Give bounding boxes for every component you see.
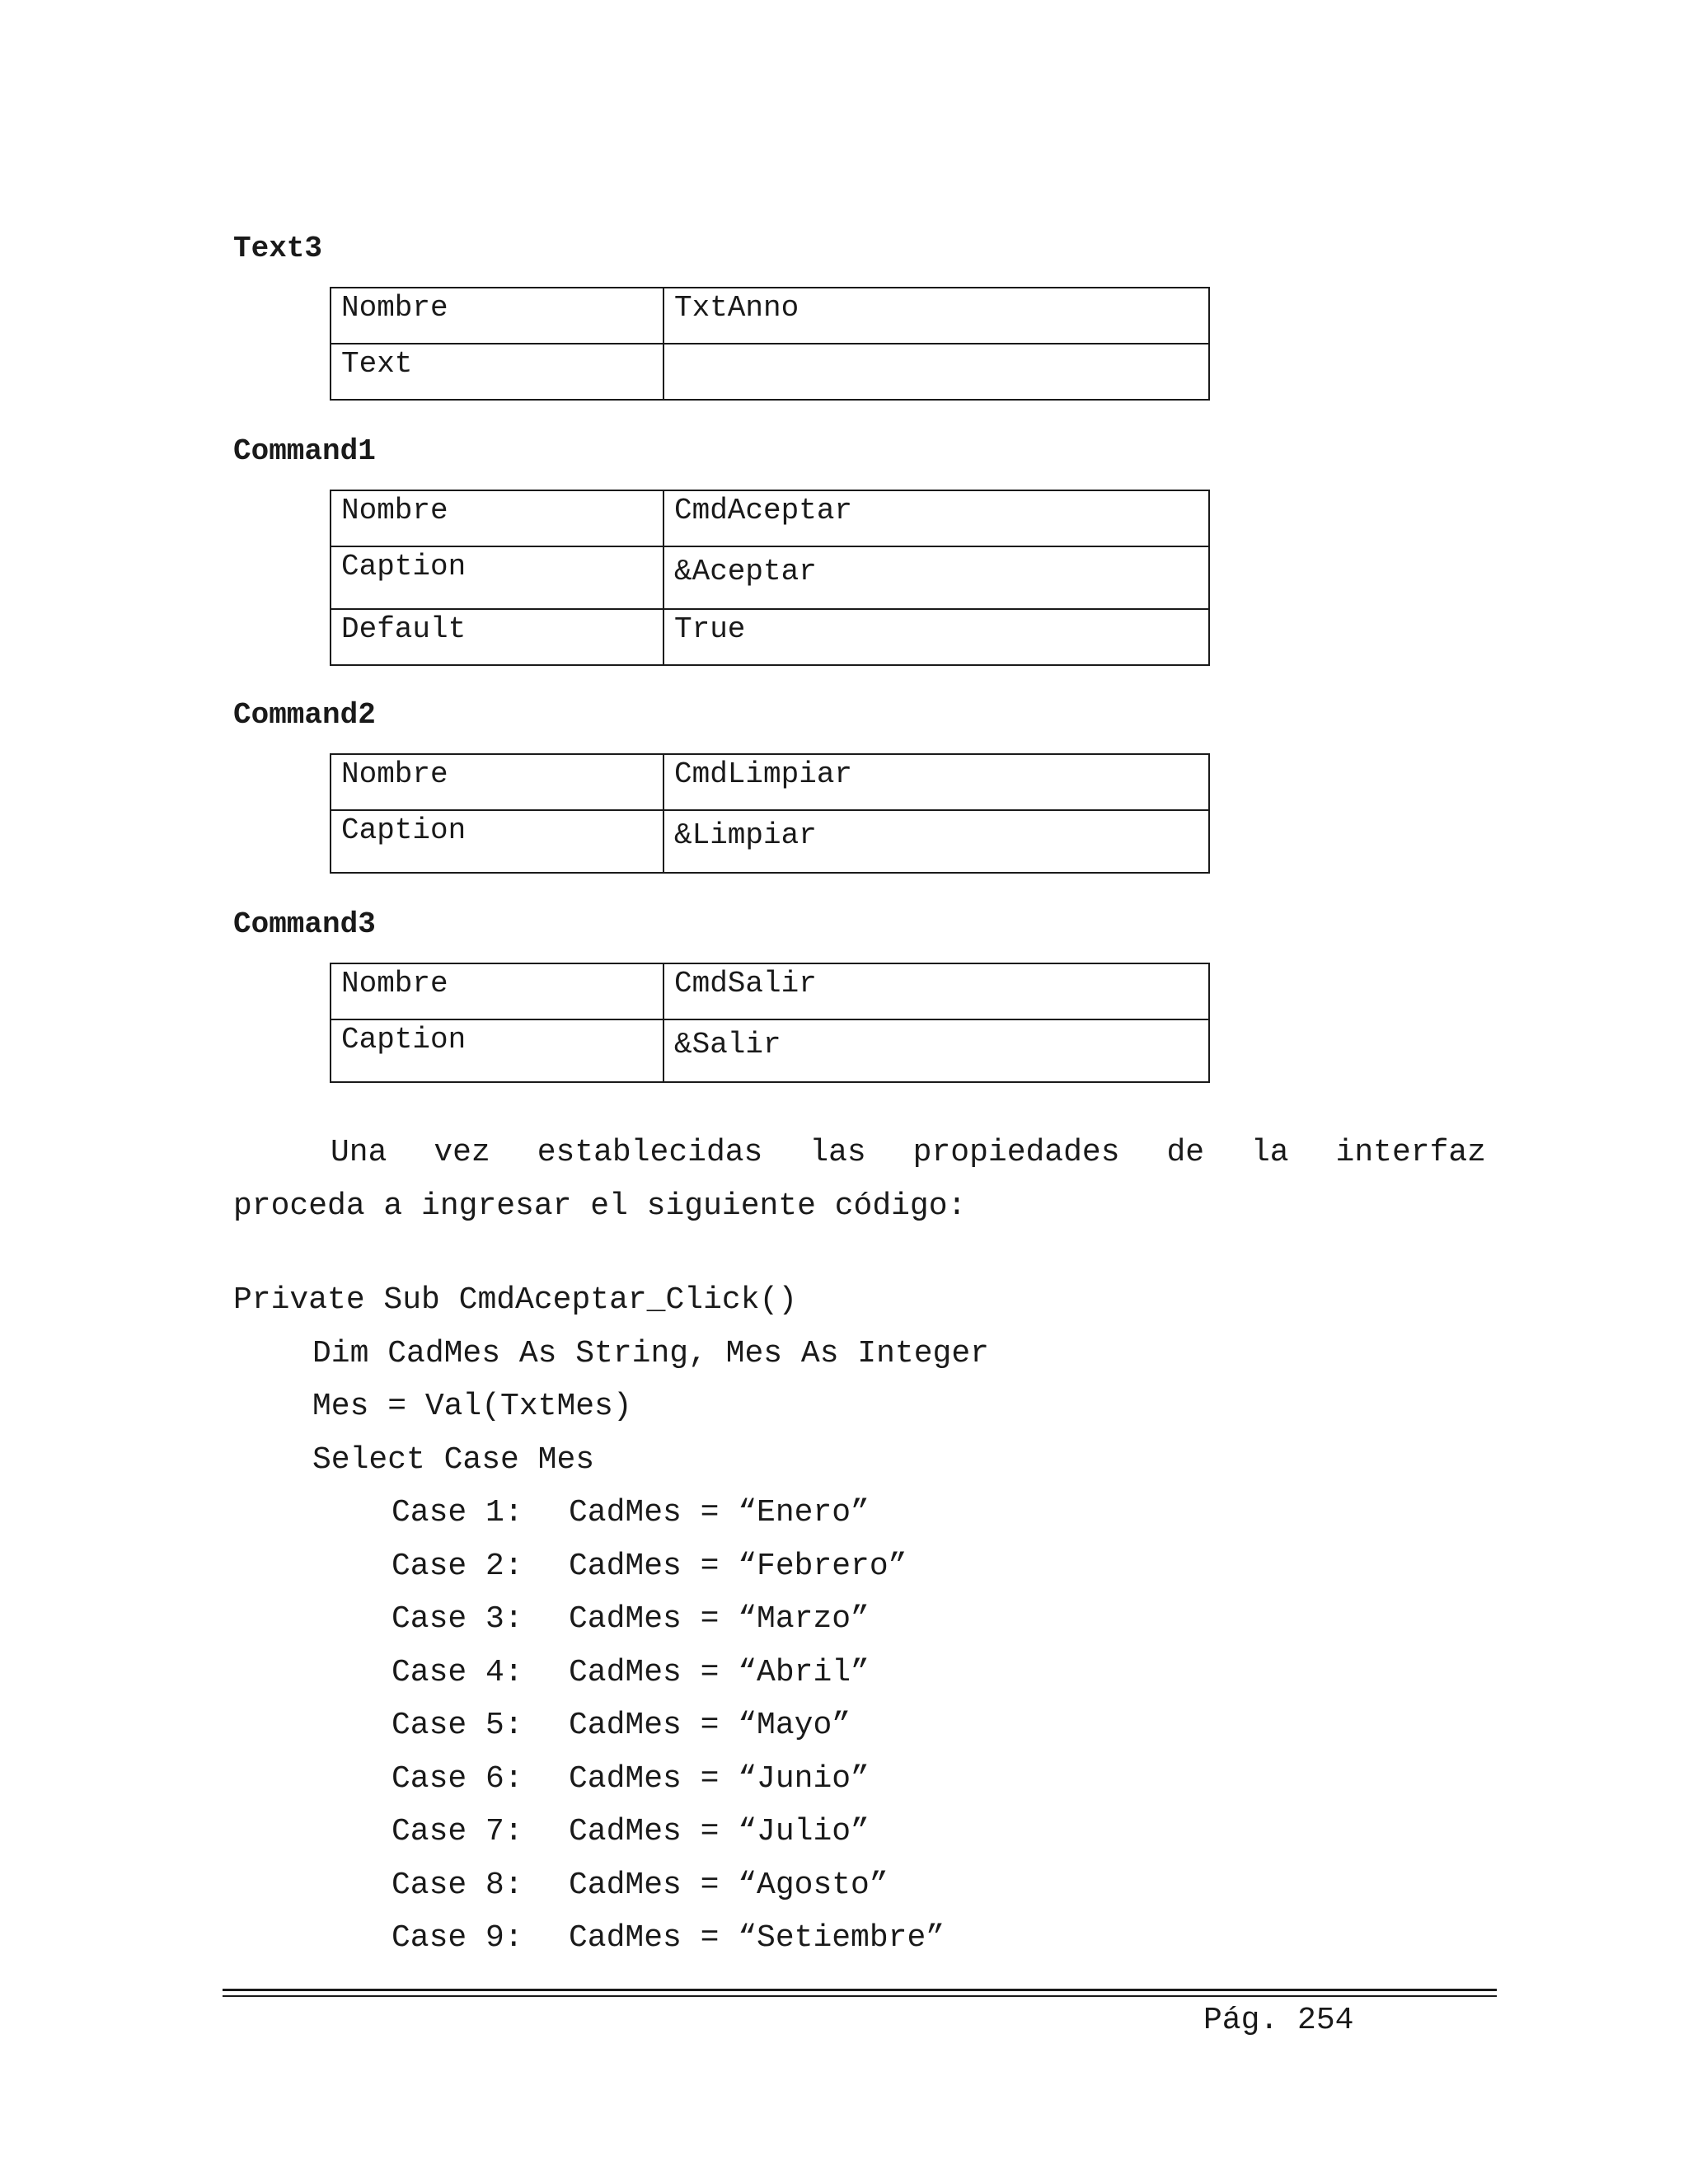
code-line-case	[233, 1593, 989, 1647]
word: vez	[434, 1135, 490, 1170]
property-value: CmdLimpiar	[663, 754, 1209, 810]
table-row	[331, 609, 1209, 665]
table-row	[331, 490, 1209, 546]
section-title-command3: Command3	[233, 907, 376, 941]
footer-divider	[223, 1995, 1497, 1997]
code-line-case	[233, 1540, 989, 1594]
property-value: TxtAnno	[663, 288, 1209, 344]
table-row	[331, 344, 1209, 400]
property-name: Caption	[331, 1019, 663, 1082]
property-name: Nombre	[331, 963, 663, 1019]
body-paragraph	[233, 1126, 1486, 1233]
property-value: &Aceptar	[663, 546, 1209, 609]
case-label: Case 2:	[392, 1548, 523, 1584]
property-value	[663, 344, 1209, 400]
word: Una	[331, 1135, 387, 1170]
word: interfaz	[1335, 1135, 1486, 1170]
code-line-case	[233, 1806, 989, 1859]
property-name: Nombre	[331, 754, 663, 810]
table-row	[331, 1019, 1209, 1082]
code-line-case	[233, 1859, 989, 1913]
properties-table-command2	[330, 753, 1210, 874]
case-statement: CadMes = “Agosto”	[569, 1867, 889, 1903]
properties-table-command3	[330, 963, 1210, 1083]
code-line-case	[233, 1912, 989, 1966]
code-line-select: Select Case Mes	[312, 1441, 595, 1478]
case-statement: CadMes = “Mayo”	[569, 1708, 851, 1743]
code-line-case	[233, 1647, 989, 1700]
word: las	[809, 1135, 866, 1170]
property-name: Text	[331, 344, 663, 400]
word: establecidas	[537, 1135, 763, 1170]
property-value: &Limpiar	[663, 810, 1209, 873]
case-label: Case 6:	[392, 1760, 523, 1797]
paragraph-line: proceda a ingresar el siguiente código:	[233, 1188, 967, 1224]
word: propiedades	[912, 1135, 1120, 1170]
property-name: Caption	[331, 546, 663, 609]
word: la	[1251, 1135, 1289, 1170]
properties-table-text3	[330, 287, 1210, 401]
properties-table-command1	[330, 490, 1210, 666]
case-statement: CadMes = “Julio”	[569, 1814, 870, 1849]
property-value: CmdAceptar	[663, 490, 1209, 546]
code-listing	[233, 1274, 989, 1966]
property-name: Caption	[331, 810, 663, 873]
property-value: CmdSalir	[663, 963, 1209, 1019]
code-line-sub-header: Private Sub CmdAceptar_Click()	[233, 1282, 798, 1318]
footer-divider	[223, 1989, 1497, 1991]
page-number: Pág. 254	[1203, 2003, 1354, 2038]
case-statement: CadMes = “Marzo”	[569, 1601, 870, 1637]
case-statement: CadMes = “Enero”	[569, 1495, 870, 1530]
case-label: Case 3:	[392, 1601, 523, 1637]
section-title-text3: Text3	[233, 232, 323, 265]
table-row	[331, 288, 1209, 344]
section-title-command1: Command1	[233, 434, 376, 468]
property-name: Default	[331, 609, 663, 665]
property-name: Nombre	[331, 490, 663, 546]
code-line-case	[233, 1753, 989, 1807]
case-label: Case 5:	[392, 1708, 523, 1743]
paragraph-line	[233, 1126, 1486, 1179]
property-value: True	[663, 609, 1209, 665]
case-statement: CadMes = “Abril”	[569, 1654, 870, 1690]
case-label: Case 7:	[392, 1814, 523, 1849]
case-label: Case 1:	[392, 1495, 523, 1530]
code-line-case	[233, 1699, 989, 1753]
case-label: Case 9:	[392, 1920, 523, 1956]
case-statement: CadMes = “Febrero”	[569, 1548, 907, 1584]
case-statement: CadMes = “Junio”	[569, 1760, 870, 1797]
code-line-dim: Dim CadMes As String, Mes As Integer	[312, 1335, 989, 1371]
case-statement: CadMes = “Setiembre”	[569, 1920, 945, 1956]
case-label: Case 8:	[392, 1867, 523, 1903]
property-value: &Salir	[663, 1019, 1209, 1082]
table-row	[331, 546, 1209, 609]
case-label: Case 4:	[392, 1654, 523, 1690]
code-line-assign: Mes = Val(TxtMes)	[312, 1389, 632, 1424]
section-title-command2: Command2	[233, 698, 376, 732]
word: de	[1166, 1135, 1205, 1170]
table-row	[331, 963, 1209, 1019]
property-name: Nombre	[331, 288, 663, 344]
table-row	[331, 754, 1209, 810]
table-row	[331, 810, 1209, 873]
code-line-case	[233, 1487, 989, 1540]
